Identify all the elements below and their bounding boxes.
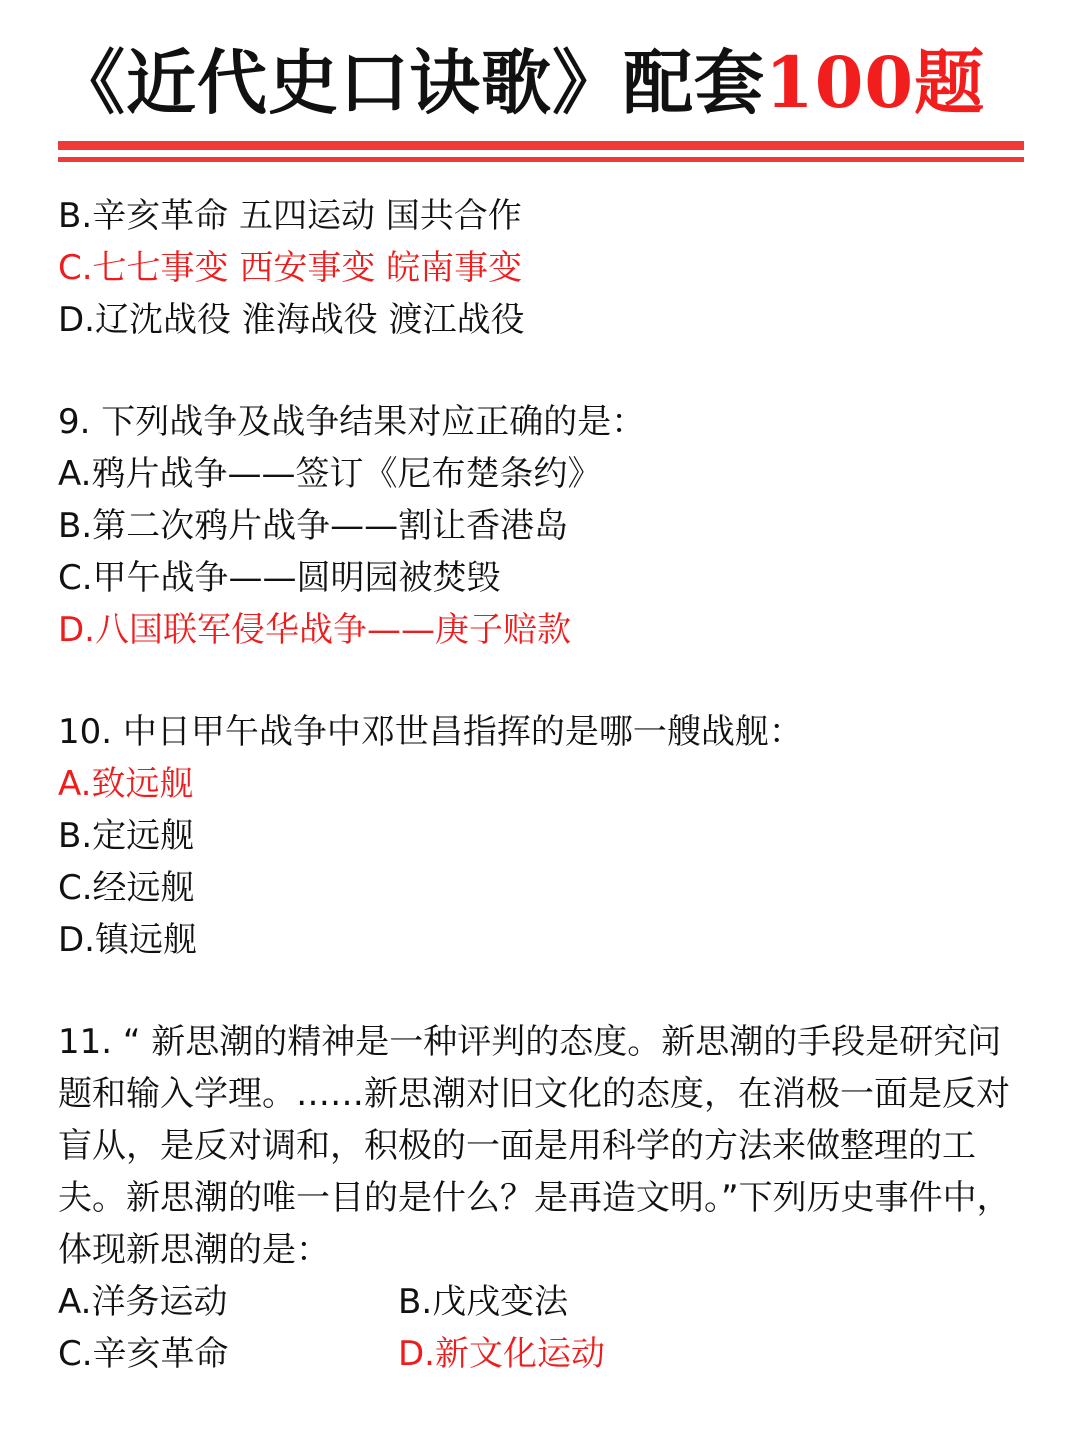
q8-option-c-answer: C.七七事变 西安事变 皖南事变 <box>58 248 523 288</box>
spacer <box>58 656 1028 706</box>
question-list <box>58 190 1028 1380</box>
question-10 <box>58 706 1028 966</box>
page-header <box>0 0 1080 170</box>
q10-option-b: B.定远舰 <box>58 816 195 856</box>
q9-option-d-answer: D.八国联军侵华战争——庚子赔款 <box>58 610 571 650</box>
question-9 <box>58 396 1028 656</box>
q11-option-b: B.戊戌变法 <box>398 1282 569 1322</box>
q10-option-d: D.镇远舰 <box>58 920 197 960</box>
q8-option-b: B.辛亥革命 五四运动 国共合作 <box>58 196 522 236</box>
q11-option-d-answer: D.新文化运动 <box>398 1334 605 1374</box>
q9-question-text: 9. 下列战争及战争结果对应正确的是： <box>58 402 646 442</box>
q10-option-c: C.经远舰 <box>58 868 195 908</box>
q9-option-c: C.甲午战争——圆明园被焚毁 <box>58 558 501 598</box>
title-accent: 100题 <box>765 41 986 124</box>
q8-option-d: D.辽沈战役 淮海战役 渡江战役 <box>58 300 525 340</box>
question-11 <box>58 1016 1028 1380</box>
q11-question-text: 11. “ 新思潮的精神是一种评判的态度。新思潮的手段是研究问题和输入学理。……新思潮对旧文化的态度，在消极一面是反对盲从，是反对调和，积极的一面是用科学的方法来做整理的工夫。新思潮的唯一目的是什么？是再造文明。”下列历史事件中，体现新思潮的是： <box>58 1022 1011 1270</box>
title-underline-thin <box>58 157 1024 162</box>
spacer <box>58 966 1028 1016</box>
q10-option-a-answer: A.致远舰 <box>58 764 194 804</box>
q9-option-b: B.第二次鸦片战争——割让香港岛 <box>58 506 569 546</box>
q11-options-row-2 <box>58 1328 1028 1380</box>
title-underline-thick <box>58 141 1024 150</box>
q11-options-row-1 <box>58 1276 1028 1328</box>
q11-option-a: A.洋务运动 <box>58 1282 228 1322</box>
question-8 <box>58 190 1028 346</box>
spacer <box>58 346 1028 396</box>
title-main: 《近代史口诀歌》配套 <box>55 42 765 124</box>
q9-option-a: A.鸦片战争——签订《尼布楚条约》 <box>58 454 602 494</box>
q11-option-c: C.辛亥革命 <box>58 1334 229 1374</box>
page-title <box>55 30 1035 135</box>
q10-question-text: 10. 中日甲午战争中邓世昌指挥的是哪一艘战舰： <box>58 712 803 752</box>
